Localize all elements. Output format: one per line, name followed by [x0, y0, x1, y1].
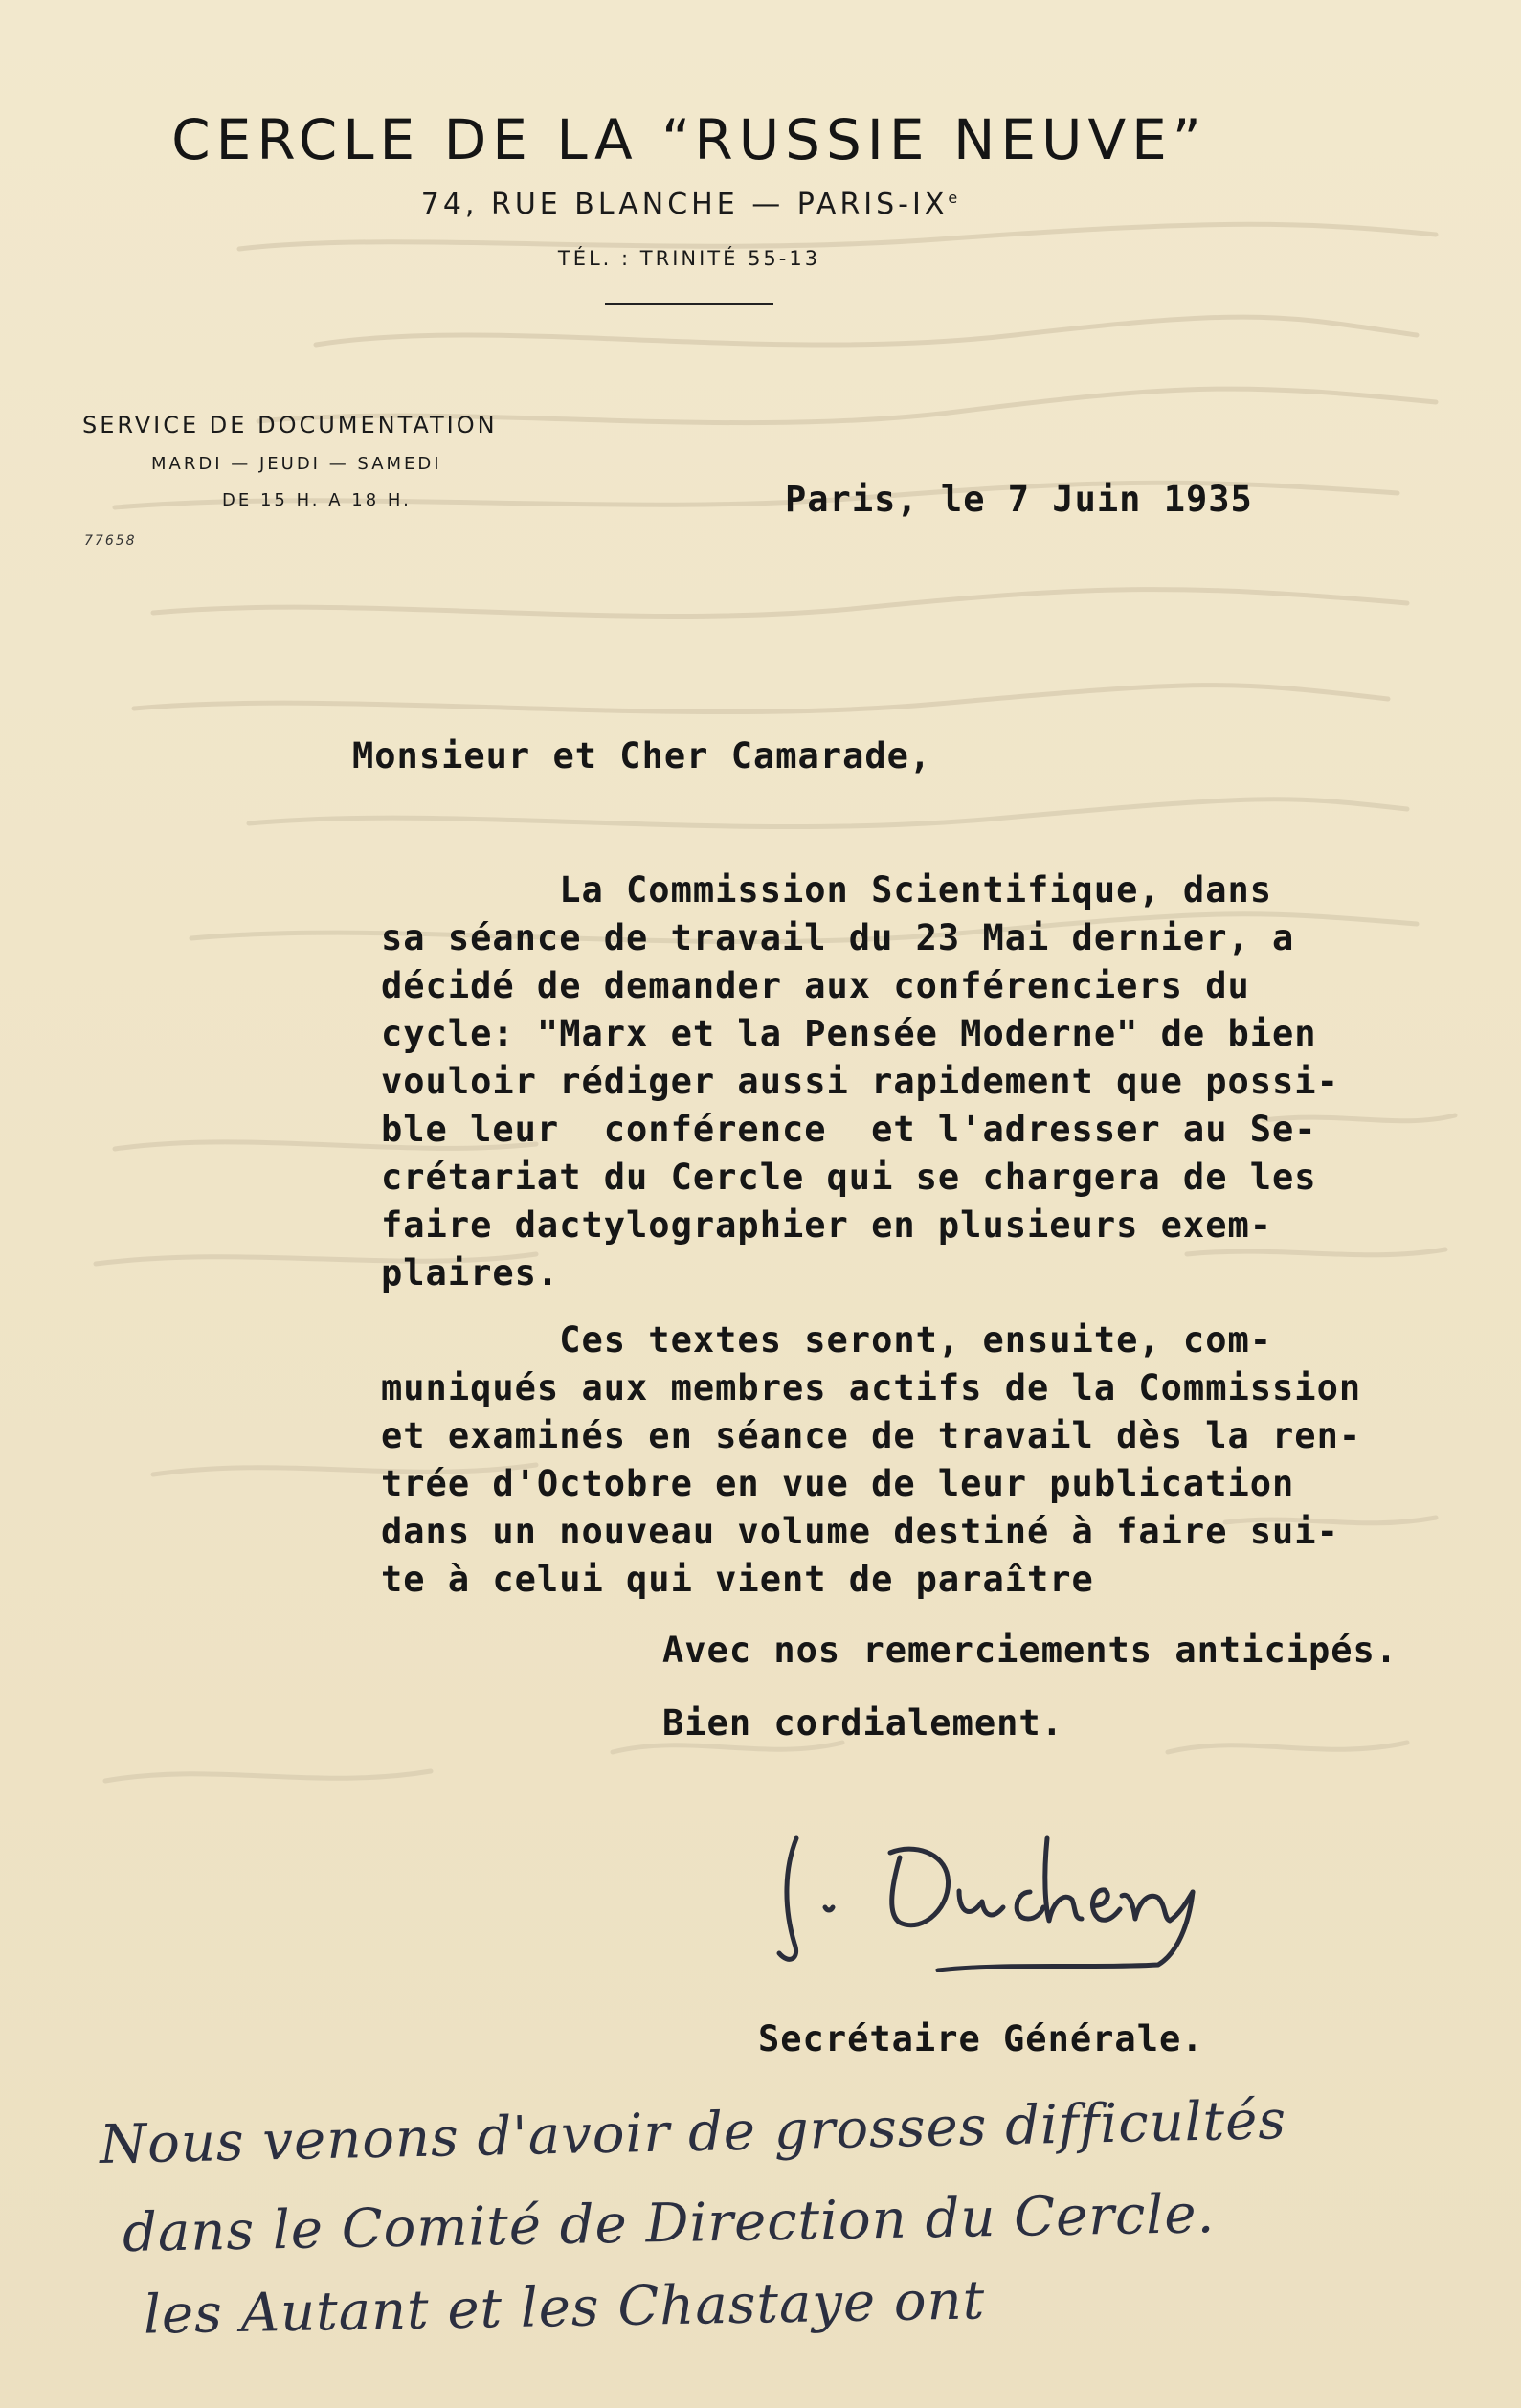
letterhead-divider — [605, 303, 773, 305]
paragraph1-line: crétariat du Cercle qui se chargera de les — [381, 1157, 1317, 1198]
handwritten-note-line: les Autant et les Chastaye ont — [143, 2269, 986, 2347]
paragraph2-line: trée d'Octobre en vue de leur publication — [381, 1463, 1295, 1504]
reference-number: 77658 — [84, 533, 137, 549]
paragraph1-line: sa séance de travail du 23 Mai dernier, a — [381, 917, 1295, 958]
letter-date: Paris, le 7 Juin 1935 — [785, 479, 1253, 520]
service-days: MARDI — JEUDI — SAMEDI — [151, 454, 442, 474]
paragraph2-line: te à celui qui vient de paraître — [381, 1559, 1094, 1600]
salutation: Monsieur et Cher Camarade, — [352, 735, 932, 776]
paragraph1-line: faire dactylographier en plusieurs exem- — [381, 1204, 1273, 1246]
paragraph2-line: et examinés en séance de travail dès la ren- — [381, 1415, 1362, 1456]
paragraph1-line: La Commission Scientifique, dans — [381, 869, 1273, 911]
letterhead-title: CERCLE DE LA “RUSSIE NEUVE” — [171, 107, 1207, 172]
paragraph1-line: vouloir rédiger aussi rapidement que possi- — [381, 1061, 1339, 1102]
paragraph1-line: cycle: "Marx et la Pensée Moderne" de bien — [381, 1013, 1317, 1054]
paragraph1-line: décidé de demander aux conférenciers du — [381, 965, 1250, 1006]
address-text: 74, RUE BLANCHE — PARIS-IX — [420, 188, 949, 221]
paragraph2-line: Ces textes seront, ensuite, com- — [381, 1319, 1273, 1361]
service-title: SERVICE DE DOCUMENTATION — [82, 412, 498, 439]
handwritten-note-line: dans le Comité de Direction du Cercle. — [122, 2183, 1216, 2264]
address-superscript: e — [948, 189, 958, 207]
paragraph2-line: dans un nouveau volume destiné à faire sui- — [381, 1511, 1339, 1552]
handwritten-note-line: Nous venons d'avoir de grosses difficultés — [99, 2089, 1287, 2176]
closing-regards: Bien cordialement. — [662, 1702, 1063, 1744]
letterhead-address — [0, 188, 1378, 221]
closing-thanks: Avec nos remerciements anticipés. — [662, 1630, 1398, 1671]
letterhead-phone: TÉL. : TRINITÉ 55-13 — [557, 247, 821, 270]
service-hours: DE 15 H. A 18 H. — [222, 490, 412, 510]
paragraph1-line: plaires. — [381, 1252, 560, 1294]
signatory-title: Secrétaire Générale. — [758, 2018, 1204, 2059]
handwritten-signature — [756, 1800, 1235, 1972]
paragraph2-line: muniqués aux membres actifs de la Commission — [381, 1367, 1362, 1408]
paragraph1-line: ble leur conférence et l'adresser au Se- — [381, 1109, 1317, 1150]
